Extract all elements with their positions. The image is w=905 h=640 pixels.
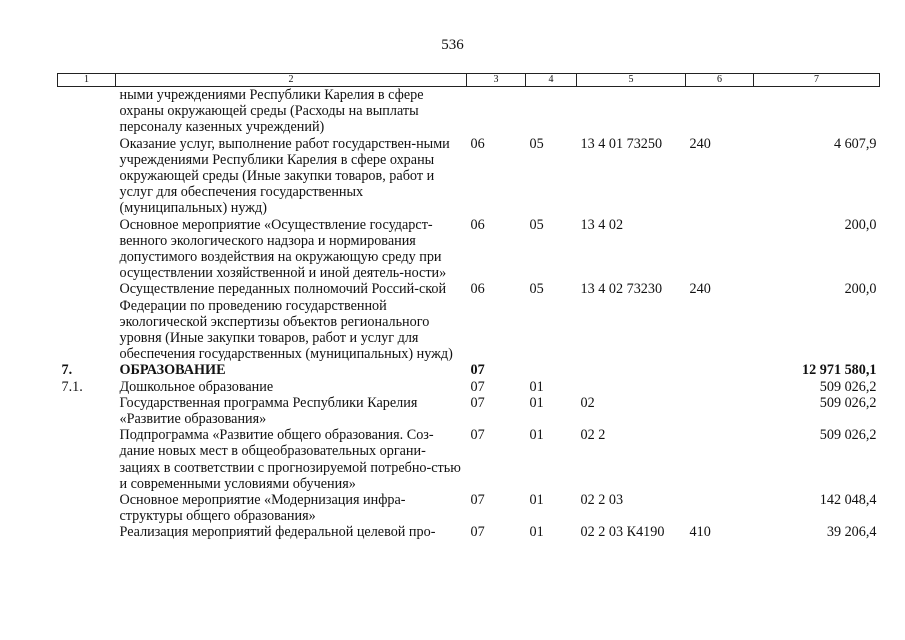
row-target-article: 02 2 03 К4190 bbox=[580, 524, 665, 541]
table-row bbox=[58, 87, 880, 136]
row-expense-type bbox=[686, 87, 754, 136]
table-body bbox=[58, 87, 880, 541]
row-index: 7.1. bbox=[61, 378, 83, 395]
column-header-3: 3 bbox=[467, 74, 526, 87]
row-expense-type bbox=[686, 362, 754, 378]
table-header bbox=[58, 74, 880, 87]
row-target-article: 02 bbox=[580, 394, 595, 411]
row-expense-type: 240 bbox=[689, 281, 711, 298]
row-expense-type: 410 bbox=[689, 524, 711, 541]
row-index bbox=[58, 524, 116, 540]
row-amount: 200,0 bbox=[844, 216, 877, 233]
column-header-6: 6 bbox=[686, 74, 754, 87]
column-header-1: 1 bbox=[58, 74, 116, 87]
row-index bbox=[58, 492, 116, 524]
row-name: ными учреждениями Республики Карелия в сфере охраны окружающей среды (Расходы на выплаты персоналу казенных учреждений) bbox=[119, 87, 424, 136]
row-section: 06 bbox=[470, 216, 485, 233]
row-subsection: 01 bbox=[529, 524, 544, 541]
budget-table bbox=[57, 73, 880, 541]
row-name: Оказание услуг, выполнение работ государствен-ными учреждениями Республики Карелия в сфере охраны окружающей среды (Иные закупки товаров, работ и услуг для обеспечения государственных (муниципальных) нужд) bbox=[119, 135, 450, 217]
row-expense-type bbox=[686, 492, 754, 524]
row-name: Подпрограмма «Развитие общего образования. Соз-дание новых мест в общеобразовательных органи-зациях в соответствии с прогнозируемой потребно-стью и современными условиями обучения» bbox=[119, 427, 461, 492]
row-expense-type bbox=[686, 395, 754, 427]
row-amount: 509 026,2 bbox=[819, 378, 877, 395]
table-row bbox=[58, 492, 880, 524]
table-row bbox=[58, 379, 880, 395]
row-name: Осуществление переданных полномочий Россий-ской Федерации по проведению государственной экологической экспертизы объектов регионального уровня (Иные закупки товаров, работ и услуг для обеспечения государственных (муниципальных) нужд) bbox=[119, 281, 453, 363]
row-target-article: 13 4 01 73250 bbox=[580, 135, 663, 152]
row-amount: 142 048,4 bbox=[819, 492, 877, 509]
row-subsection: 05 bbox=[529, 135, 544, 152]
table-row bbox=[58, 524, 880, 540]
row-target-article: 02 2 bbox=[580, 427, 606, 444]
row-subsection: 05 bbox=[529, 216, 544, 233]
row-subsection: 01 bbox=[529, 427, 544, 444]
row-index bbox=[58, 217, 116, 282]
row-section: 06 bbox=[470, 135, 485, 152]
row-index: 7. bbox=[61, 362, 73, 379]
row-section: 07 bbox=[470, 492, 485, 509]
row-name: Государственная программа Республики Карелия «Развитие образования» bbox=[119, 394, 418, 428]
row-expense-type bbox=[686, 379, 754, 395]
row-index bbox=[58, 427, 116, 492]
row-name: Основное мероприятие «Осуществление государст-венного экологического надзора и нормирования допустимого воздействия на окружающую среду при осуществлении хозяйственной и иной деятель-ности» bbox=[119, 216, 447, 282]
row-subsection: 01 bbox=[529, 492, 544, 509]
row-target-article bbox=[577, 362, 686, 378]
row-target-article: 13 4 02 bbox=[580, 216, 624, 233]
header-row bbox=[58, 74, 880, 87]
table-row bbox=[58, 362, 880, 378]
row-index bbox=[58, 395, 116, 427]
row-section: 07 bbox=[470, 394, 485, 411]
row-amount: 200,0 bbox=[844, 281, 877, 298]
table-row bbox=[58, 281, 880, 362]
row-section: 06 bbox=[470, 281, 485, 298]
page-number: 536 bbox=[441, 37, 464, 53]
row-section: 07 bbox=[470, 378, 485, 395]
table-row bbox=[58, 136, 880, 217]
row-section: 07 bbox=[470, 427, 485, 444]
row-section: 07 bbox=[470, 524, 485, 541]
table-row bbox=[58, 427, 880, 492]
row-name: ОБРАЗОВАНИЕ bbox=[119, 362, 226, 379]
row-expense-type bbox=[686, 217, 754, 282]
row-amount: 4 607,9 bbox=[833, 135, 877, 152]
row-amount: 39 206,4 bbox=[826, 524, 877, 541]
row-subsection: 05 bbox=[529, 281, 544, 298]
column-header-4: 4 bbox=[526, 74, 577, 87]
row-name: Основное мероприятие «Модернизация инфра-структуры общего образования» bbox=[119, 492, 406, 525]
table-row bbox=[58, 395, 880, 427]
row-index bbox=[58, 87, 116, 136]
row-subsection bbox=[526, 87, 577, 136]
row-expense-type bbox=[686, 427, 754, 492]
row-expense-type: 240 bbox=[689, 135, 711, 152]
row-amount: 509 026,2 bbox=[819, 394, 877, 411]
row-target-article bbox=[577, 379, 686, 395]
column-header-2: 2 bbox=[116, 74, 467, 87]
row-subsection: 01 bbox=[529, 394, 544, 411]
row-subsection: 01 bbox=[529, 378, 544, 395]
row-section: 07 bbox=[470, 362, 485, 379]
row-section bbox=[467, 87, 526, 136]
row-target-article: 13 4 02 73230 bbox=[580, 281, 663, 298]
row-index bbox=[58, 281, 116, 362]
row-target-article bbox=[577, 87, 686, 136]
row-index bbox=[58, 136, 116, 217]
row-name: Реализация мероприятий федеральной целевой про- bbox=[119, 524, 436, 541]
table-row bbox=[58, 217, 880, 282]
row-amount: 509 026,2 bbox=[819, 427, 877, 444]
column-header-7: 7 bbox=[754, 74, 880, 87]
row-amount: 12 971 580,1 bbox=[802, 362, 877, 379]
column-header-5: 5 bbox=[577, 74, 686, 87]
row-subsection bbox=[526, 362, 577, 378]
row-target-article: 02 2 03 bbox=[580, 492, 624, 509]
row-amount bbox=[754, 87, 880, 136]
row-name: Дошкольное образование bbox=[119, 378, 274, 395]
